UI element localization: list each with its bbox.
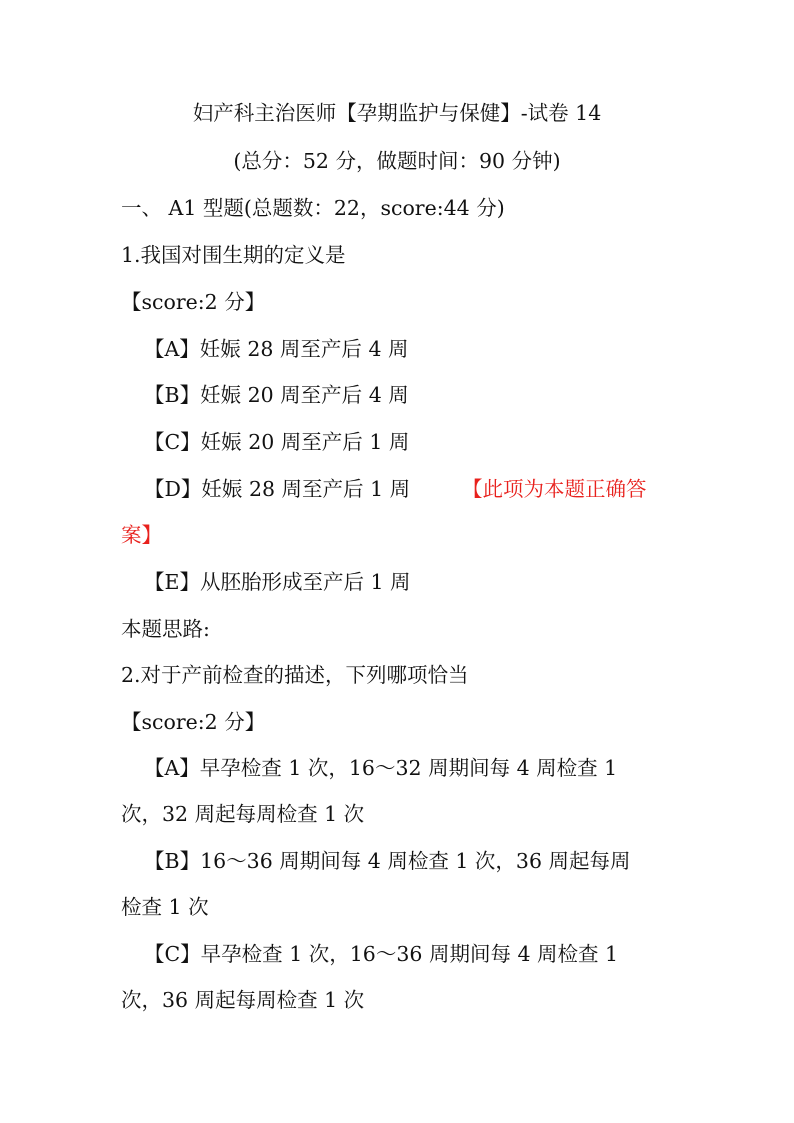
question-1-explanation: 本题思路: [121,617,210,641]
question-2-score: 【score:2 分】 [121,710,266,734]
correct-answer-marker-cont: 案】 [121,523,162,547]
question-2-option-c-cont: 次，36 周起每周检查 1 次 [121,988,365,1012]
question-1-option-d: 【D】妊娠 28 周至产后 1 周 [144,477,411,501]
exam-title: 妇产科主治医师【孕期监护与保健】-试卷 14 [192,101,602,125]
question-2-option-a: 【A】早孕检查 1 次，16～32 周期间每 4 周检查 1 [144,756,618,780]
question-1-score: 【score:2 分】 [121,290,266,314]
exam-subtitle: (总分：52 分，做题时间：90 分钟) [233,149,561,173]
question-2-option-b: 【B】16～36 周期间每 4 周检查 1 次，36 周起每周 [144,849,631,873]
question-1-option-b: 【B】妊娠 20 周至产后 4 周 [144,383,409,407]
question-2-option-c: 【C】早孕检查 1 次，16～36 周期间每 4 周检查 1 [144,942,619,966]
section-header: 一、 A1 型题(总题数：22，score:44 分) [121,196,505,220]
question-1-option-a: 【A】妊娠 28 周至产后 4 周 [144,337,409,361]
question-2-option-b-cont: 检查 1 次 [121,895,209,919]
question-2-stem: 2.对于产前检查的描述，下列哪项恰当 [121,663,469,687]
question-1-stem: 1.我国对围生期的定义是 [121,243,346,267]
question-2-option-a-cont: 次，32 周起每周检查 1 次 [121,802,365,826]
question-1-option-c: 【C】妊娠 20 周至产后 1 周 [144,430,410,454]
correct-answer-marker: 【此项为本题正确答 [462,477,647,501]
question-1-option-e: 【E】从胚胎形成至产后 1 周 [144,570,411,594]
